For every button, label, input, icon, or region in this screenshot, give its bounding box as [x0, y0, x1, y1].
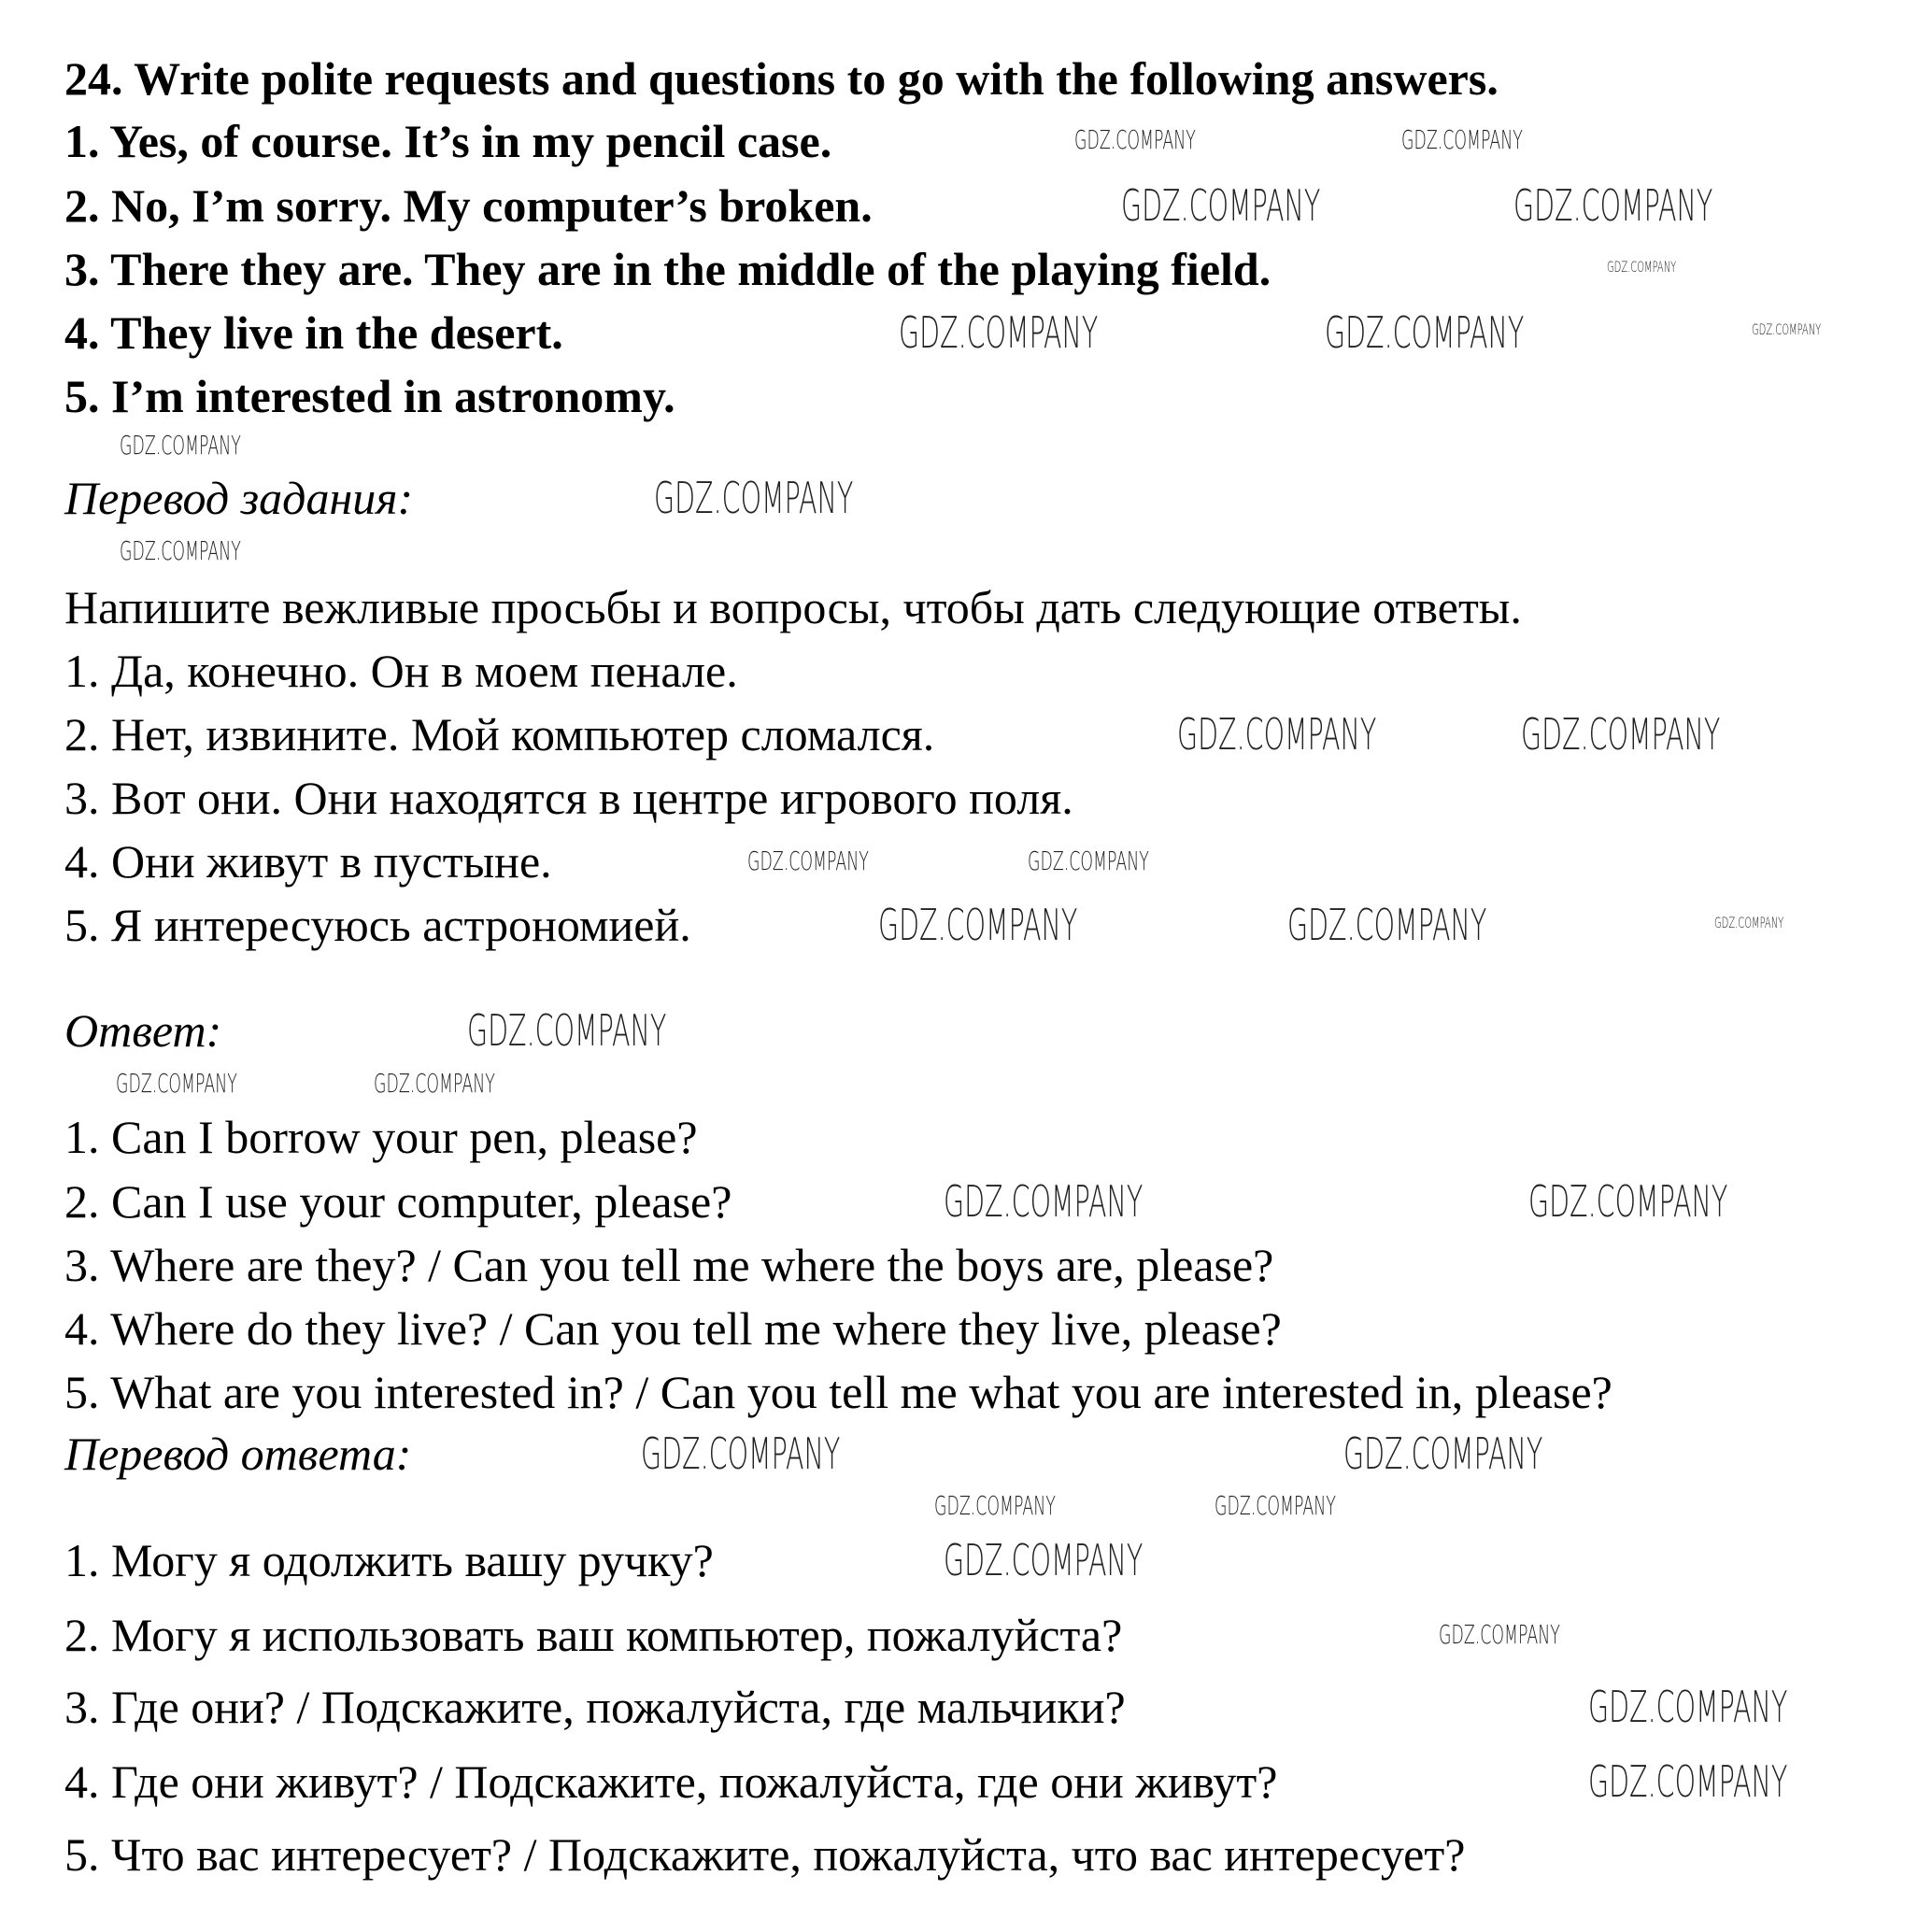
- task-translation-item: 4. Они живут в пустыне.: [64, 835, 552, 888]
- watermark: GDZ.COMPANY: [1607, 258, 1677, 276]
- watermark: GDZ.COMPANY: [1513, 180, 1713, 231]
- task-item: 1. Yes, of course. It’s in my pencil case.: [64, 115, 832, 167]
- watermark: GDZ.COMPANY: [467, 1005, 667, 1056]
- watermark: GDZ.COMPANY: [899, 307, 1099, 358]
- task-item: 4. They live in the desert.: [64, 306, 563, 359]
- answer-item: 3. Where are they? / Can you tell me where the boys are, please?: [64, 1239, 1274, 1291]
- answer-item: 4. Where do they live? / Can you tell me where they live, please?: [64, 1302, 1282, 1355]
- task-item: 5. I’m interested in astronomy.: [64, 370, 675, 422]
- answer-translation-item: 4. Где они живут? / Подскажите, пожалуйста, где они живут?: [64, 1755, 1278, 1808]
- task-translation-item: 1. Да, конечно. Он в моем пенале.: [64, 645, 738, 697]
- task-item: 3. There they are. They are in the middle of the playing field.: [64, 243, 1271, 295]
- watermark: GDZ.COMPANY: [120, 430, 241, 461]
- answer-heading: Ответ:: [64, 1004, 222, 1057]
- watermark: GDZ.COMPANY: [944, 1176, 1144, 1227]
- watermark: GDZ.COMPANY: [1439, 1619, 1560, 1650]
- watermark: GDZ.COMPANY: [878, 900, 1078, 950]
- task-translation-item: 5. Я интересуюсь астрономией.: [64, 899, 691, 951]
- watermark: GDZ.COMPANY: [1714, 914, 1784, 931]
- watermark: GDZ.COMPANY: [641, 1428, 841, 1479]
- task-item: 2. No, I’m sorry. My computer’s broken.: [64, 179, 873, 232]
- watermark: GDZ.COMPANY: [654, 473, 854, 523]
- watermark: GDZ.COMPANY: [944, 1535, 1144, 1585]
- answer-translation-item: 3. Где они? / Подскажите, пожалуйста, где мальчики?: [64, 1681, 1126, 1733]
- watermark: GDZ.COMPANY: [116, 1068, 237, 1099]
- answer-item: 2. Can I use your computer, please?: [64, 1175, 732, 1228]
- answer-translation-heading: Перевод ответа:: [64, 1428, 412, 1480]
- watermark: GDZ.COMPANY: [1521, 709, 1721, 760]
- task-translation-item: 3. Вот они. Они находятся в центре игрового поля.: [64, 772, 1073, 824]
- answer-translation-item: 2. Могу я использовать ваш компьютер, пожалуйста?: [64, 1609, 1123, 1661]
- watermark: GDZ.COMPANY: [1588, 1682, 1788, 1732]
- watermark: GDZ.COMPANY: [374, 1068, 495, 1099]
- watermark: GDZ.COMPANY: [1528, 1176, 1728, 1227]
- answer-item: 1. Can I borrow your pen, please?: [64, 1111, 698, 1163]
- watermark: GDZ.COMPANY: [1588, 1756, 1788, 1807]
- watermark: GDZ.COMPANY: [120, 535, 241, 566]
- task-translation-item: 2. Нет, извините. Мой компьютер сломался.: [64, 708, 935, 760]
- watermark: GDZ.COMPANY: [747, 845, 869, 876]
- watermark: GDZ.COMPANY: [1215, 1490, 1336, 1521]
- watermark: GDZ.COMPANY: [934, 1490, 1056, 1521]
- answer-item: 5. What are you interested in? / Can you tell me what you are interested in, please?: [64, 1366, 1612, 1418]
- task-title: 24. Write polite requests and questions to go with the following answers.: [64, 52, 1499, 105]
- watermark: GDZ.COMPANY: [1752, 320, 1822, 338]
- watermark: GDZ.COMPANY: [1074, 124, 1196, 155]
- watermark: GDZ.COMPANY: [1287, 900, 1487, 950]
- watermark: GDZ.COMPANY: [1028, 845, 1149, 876]
- watermark: GDZ.COMPANY: [1343, 1428, 1543, 1479]
- task-translation-title: Напишите вежливые просьбы и вопросы, чтобы дать следующие ответы.: [64, 581, 1522, 633]
- answer-translation-item: 1. Могу я одолжить вашу ручку?: [64, 1534, 714, 1586]
- watermark: GDZ.COMPANY: [1325, 307, 1525, 358]
- watermark: GDZ.COMPANY: [1177, 709, 1377, 760]
- watermark: GDZ.COMPANY: [1401, 124, 1523, 155]
- answer-translation-item: 5. Что вас интересует? / Подскажите, пожалуйста, что вас интересует?: [64, 1828, 1466, 1881]
- watermark: GDZ.COMPANY: [1121, 180, 1321, 231]
- task-translation-heading: Перевод задания:: [64, 472, 414, 524]
